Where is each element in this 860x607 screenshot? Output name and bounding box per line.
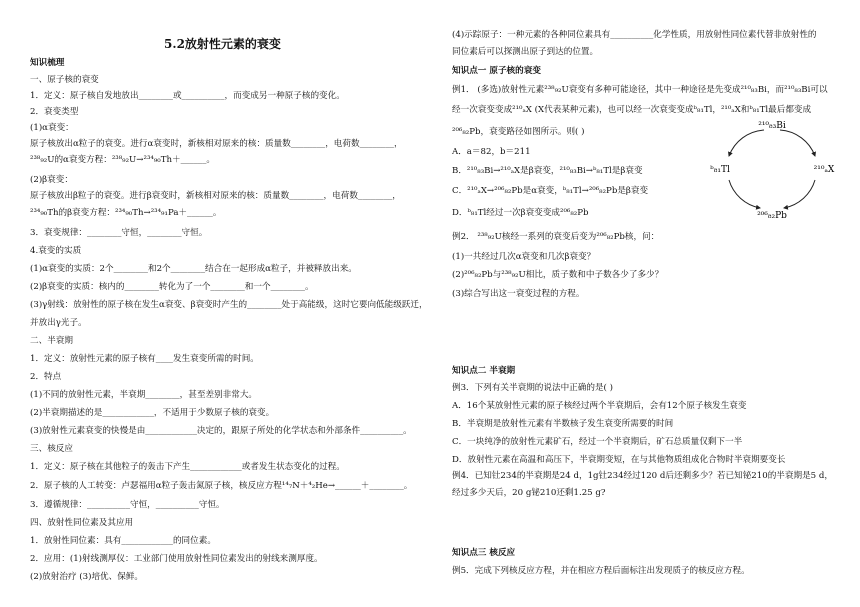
decay-cycle-svg bbox=[702, 114, 842, 224]
text-line: (1)一共经过几次α衰变和几次β衰变？ bbox=[452, 252, 596, 262]
text-line: (2)²⁰⁶₈₂Pb与²³⁸₉₂U相比，质子数和中子数各少了多少？ bbox=[452, 270, 664, 280]
text-line: (3)放射性元素衰变的快慢是由____________决定的，跟原子所处的化学状态和外部条件__________。 bbox=[30, 426, 412, 436]
text-line: 例1． (多选)放射性元素²³⁸₉₂U衰变有多种可能途径，其中一种途径是先变成²¹⁰₈₃Bi，而²¹⁰₈₃Bi可以 bbox=[452, 85, 828, 95]
text-line: (2)β衰变： bbox=[30, 175, 73, 185]
node-pb: ²⁰⁶₈₂Pb bbox=[757, 211, 787, 221]
text-line: 3．衰变规律：________守恒，________守恒。 bbox=[30, 228, 208, 238]
text-line: 原子核放出α粒子的衰变。进行α衰变时，新核相对原来的核：质量数________，电荷数________， bbox=[30, 139, 403, 149]
text-line: (2)放射治疗 (3)培优、保鲜。 bbox=[30, 572, 144, 582]
text-line: (1)α衰变： bbox=[30, 123, 74, 133]
text-line: 3．遵循规律：__________守恒，__________守恒。 bbox=[30, 500, 225, 510]
text-line: 例3．下列有关半衰期的说法中正确的是( ) bbox=[452, 383, 613, 393]
node-bi: ²¹⁰₈₃Bi bbox=[758, 121, 786, 131]
page-title: 5.2放射性元素的衰变 bbox=[164, 37, 281, 51]
text-line: 同位素后可以探测出原子到达的位置。 bbox=[452, 47, 599, 57]
section-heading: 知识梳理 bbox=[30, 58, 65, 68]
text-line: 2．特点 bbox=[30, 372, 62, 382]
text-line: ²³⁴₉₀Th的β衰变方程：²³⁴₉₀Th→²³⁴₉₁Pa＋______。 bbox=[30, 208, 222, 218]
section-heading: 知识点一 原子核的衰变 bbox=[452, 66, 541, 76]
arrow-bi-to-tl bbox=[729, 130, 764, 156]
decay-path-diagram bbox=[702, 114, 842, 224]
section-heading: 知识点二 半衰期 bbox=[452, 366, 516, 376]
text-line: 4.衰变的实质 bbox=[30, 246, 82, 256]
arrow-tl-to-pb bbox=[729, 180, 760, 208]
text-line: 三、核反应 bbox=[30, 444, 73, 454]
text-line: 四、放射性同位素及其应用 bbox=[30, 518, 134, 528]
node-x: ²¹⁰ₐX bbox=[813, 165, 835, 175]
text-line: (4)示踪原子：一种元素的各种同位素具有__________化学性质，用放射性同位素代替非放射性的 bbox=[452, 30, 817, 40]
arrow-x-to-pb bbox=[784, 180, 815, 208]
text-line: 例2． ²³⁸₉₂U核经一系列的衰变后变为²⁰⁶₈₂Pb核，问： bbox=[452, 232, 660, 242]
text-line: 原子核放出β粒子的衰变。进行β衰变时，新核相对原来的核：质量数________，电荷数________， bbox=[30, 191, 401, 201]
text-line: 二、半衰期 bbox=[30, 336, 73, 346]
option-line: D．放射性元素在高温和高压下，半衰期变短，在与其他物质组成化合物时半衰期要变长 bbox=[452, 455, 786, 465]
text-line: 经一次衰变变成²¹⁰ₐX (X代表某种元素)，也可以经一次衰变变成ᵇ₈₁Tl，²¹⁰ₐX和ᵇ₈₁Tl最后都变成 bbox=[452, 105, 812, 115]
text-line: 例4．已知钍234的半衰期是24 d，1g钍234经过120 d后还剩多少？若已知铋210的半衰期是5 d， bbox=[452, 471, 833, 481]
text-line: 2．衰变类型 bbox=[30, 107, 79, 117]
node-tl: ᵇ₈₁Tl bbox=[710, 165, 730, 175]
arrow-bi-to-x bbox=[780, 130, 815, 156]
text-line: ²³⁸₉₂U的α衰变方程：²³⁸₉₂U→²³⁴₉₀Th＋______。 bbox=[30, 155, 215, 165]
section-heading: 知识点三 核反应 bbox=[452, 548, 516, 558]
text-line: (1)不同的放射性元素，半衰期________，甚至差别非常大。 bbox=[30, 390, 258, 400]
text-line: 例5．完成下列核反应方程，并在相应方程后面标注出发现质子的核反应方程。 bbox=[452, 566, 750, 576]
text-line: 并放出γ光子。 bbox=[30, 318, 87, 328]
option-line: B．半衰期是放射性元素有半数核子发生衰变所需要的时间 bbox=[452, 419, 674, 429]
text-line: ²⁰⁶₈₂Pb，衰变路径如图所示。则( ) bbox=[452, 127, 585, 137]
text-line: 1．定义：放射性元素的原子核有____发生衰变所需的时间。 bbox=[30, 354, 259, 364]
text-line: (2)β衰变的实质：核内的________转化为了一个________和一个________。 bbox=[30, 282, 314, 292]
text-line: (2)半衰期描述的是____________，不适用于少数原子核的衰变。 bbox=[30, 408, 275, 418]
text-line: 1．放射性同位素：具有____________的同位素。 bbox=[30, 536, 216, 546]
text-line: 2．原子核的人工转变：卢瑟福用α粒子轰击氮原子核，核反应方程¹⁴₇N＋⁴₂He→______＋________。 bbox=[30, 481, 413, 491]
text-line: 1．定义：原子核自发地放出________或__________，而变成另一种原子核的变化。 bbox=[30, 91, 345, 101]
option-line: C．²¹⁰ₐX→²⁰⁶₈₂Pb是α衰变，ᵇ₈₁Tl→²⁰⁶₈₂Pb是β衰变 bbox=[452, 186, 649, 196]
option-line: A．a＝82，b＝211 bbox=[452, 147, 531, 157]
option-line: A．16个某放射性元素的原子核经过两个半衰期后，会有12个原子核发生衰变 bbox=[452, 401, 747, 411]
option-line: D．ᵇ₈₁Tl经过一次β衰变变成²⁰⁶₈₂Pb bbox=[452, 208, 589, 218]
text-line: (3)γ射线：放射性的原子核在发生α衰变、β衰变时产生的________处于高能级，这时它要向低能级跃迁， bbox=[30, 300, 428, 310]
option-line: C．一块纯净的放射性元素矿石，经过一个半衰期后，矿石总质量仅剩下一半 bbox=[452, 437, 743, 447]
option-line: B．²¹⁰₈₃Bi→²¹⁰ₐX是β衰变，²¹⁰₈₃Bi→ᵇ₈₁Tl是β衰变 bbox=[452, 166, 643, 176]
text-line: (3)综合写出这一衰变过程的方程。 bbox=[452, 289, 585, 299]
text-line: 2．应用：(1)射线测厚仪：工业部门使用放射性同位素发出的射线来测厚度。 bbox=[30, 554, 323, 564]
text-line: 经过多少天后，20 g铋210还剩1.25 g? bbox=[452, 488, 606, 498]
text-line: 一、原子核的衰变 bbox=[30, 75, 99, 85]
text-line: 1．定义：原子核在其他粒子的轰击下产生____________或者发生状态变化的过程。 bbox=[30, 462, 345, 472]
text-line: (1)α衰变的实质：2个________和2个________结合在一起形成α粒子，并被释放出来。 bbox=[30, 264, 357, 274]
